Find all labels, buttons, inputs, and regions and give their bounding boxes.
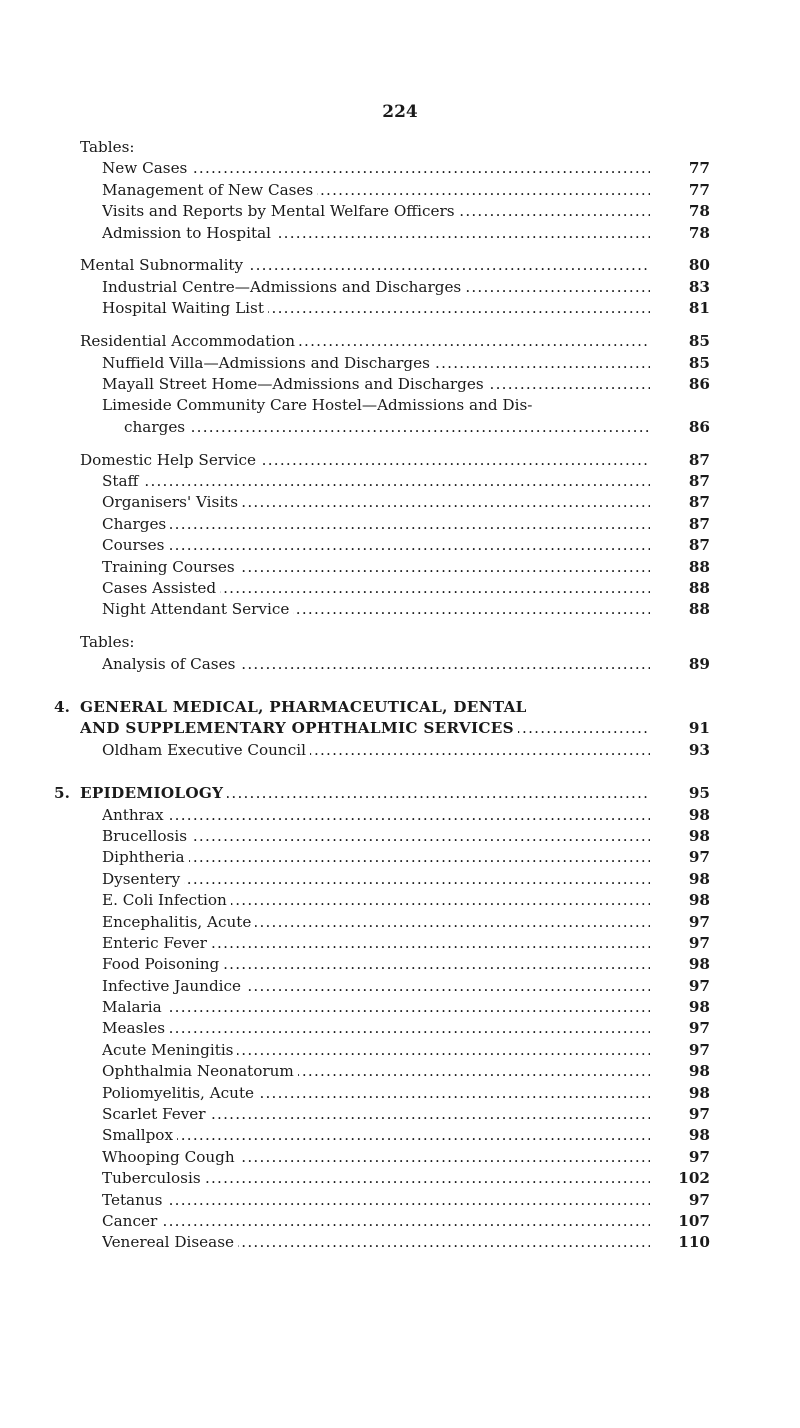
toc-entry: [80, 740, 710, 761]
toc-entry-page: 98: [688, 891, 710, 910]
toc-entry-label-line: [102, 535, 650, 556]
toc-entry: [80, 933, 710, 954]
toc-entry-label: New Cases: [102, 159, 191, 177]
toc-entry-page: 87: [688, 450, 710, 469]
toc-entry-label: Ophthalmia Neonatorum: [102, 1062, 298, 1080]
toc-entry-label-line: [80, 783, 650, 804]
toc-entry-label: Cases Assisted: [102, 579, 220, 597]
toc-entry: [80, 1190, 710, 1211]
toc-entry-page: 98: [688, 1083, 710, 1102]
toc-entry-page: 80: [688, 256, 710, 275]
toc-entry-label-line: [102, 1190, 650, 1211]
toc-entry-label-line: [80, 331, 650, 352]
toc-entry-label: Poliomyelitis, Acute: [102, 1084, 258, 1102]
toc-entry-page: 95: [688, 784, 710, 803]
toc-entry: [80, 578, 710, 599]
toc-entry-label-line: [80, 697, 650, 718]
toc-entry-label: Smallpox: [102, 1126, 177, 1144]
toc-entry-label: Night Attendant Service: [102, 600, 293, 618]
toc-entry: [80, 450, 710, 471]
toc-entry-label-line: [102, 298, 650, 319]
toc-entry-page: 83: [688, 277, 710, 296]
toc-entry-label-line: [124, 417, 650, 438]
toc-entry: [80, 535, 710, 556]
toc-entry-label: Enteric Fever: [102, 934, 211, 952]
toc-entry-label-line: [102, 740, 650, 761]
toc-entry-label: Training Courses: [102, 558, 239, 576]
toc-entry-label: Cancer: [102, 1212, 161, 1230]
toc-entry: [80, 654, 710, 675]
toc-entry-page: 98: [688, 826, 710, 845]
toc-entry-label: Limeside Community Care Hostel—Admissions and Dis-: [102, 396, 536, 414]
toc-entry-label-line: [80, 718, 650, 739]
toc-entry: [80, 1232, 710, 1253]
toc-entry: [54, 697, 710, 718]
toc-entry-page: 88: [688, 557, 710, 576]
toc-entry-label-line: [102, 826, 650, 847]
toc-entry: [80, 158, 710, 179]
toc-entry-page: 87: [688, 514, 710, 533]
toc-entry-label-line: [102, 599, 650, 620]
toc-entry-page: 93: [688, 740, 710, 759]
toc-entry: [80, 632, 710, 653]
toc-entry-label: E. Coli Infection: [102, 891, 231, 909]
toc-entry-label: Organisers' Visits: [102, 493, 242, 511]
toc-entry-page: 107: [678, 1211, 710, 1230]
toc-entry-page: 85: [688, 353, 710, 372]
toc-entry: [80, 1168, 710, 1189]
toc-entry: [80, 1211, 710, 1232]
toc-entry-label: Encephalitis, Acute: [102, 913, 255, 931]
toc-entry-label-line: [102, 374, 650, 395]
toc-entry-page: 89: [688, 654, 710, 673]
section-heading: AND SUPPLEMENTARY OPHTHALMIC SERVICES: [80, 719, 518, 737]
toc-entry-label-line: [102, 578, 650, 599]
toc-entry: [80, 1125, 710, 1146]
toc-entry: [80, 514, 710, 535]
toc-entry-page: 98: [688, 1062, 710, 1081]
toc-entry-page: 98: [688, 805, 710, 824]
toc-entry-page: 87: [688, 471, 710, 490]
toc-entry-label: Measles: [102, 1019, 169, 1037]
toc-entry-label: Tables:: [80, 138, 138, 156]
toc-entry-label-line: [102, 223, 650, 244]
toc-entry-page: 87: [688, 493, 710, 512]
toc-entry: [80, 912, 710, 933]
toc-entry: [80, 599, 710, 620]
toc-entry-label-line: [80, 632, 650, 653]
toc-entry: [80, 718, 710, 739]
toc-entry-label-line: [102, 805, 650, 826]
toc-entry-page: 97: [688, 1147, 710, 1166]
toc-entry-label: Scarlet Fever: [102, 1105, 210, 1123]
toc-entry: [80, 826, 710, 847]
toc-entry-label: Malaria: [102, 998, 166, 1016]
toc-entry-label-line: [102, 1125, 650, 1146]
toc-entry-page: 97: [688, 976, 710, 995]
toc-entry-label: Venereal Disease: [102, 1233, 238, 1251]
toc-entry-label: Admission to Hospital: [102, 224, 275, 242]
table-of-contents: [54, 137, 710, 1254]
toc-entry-label: Infective Jaundice: [102, 977, 245, 995]
toc-entry: [80, 255, 710, 276]
toc-entry: [80, 374, 710, 395]
toc-entry-label: Mental Subnormality: [80, 256, 247, 274]
toc-entry-label-line: [102, 1168, 650, 1189]
toc-entry-page: 97: [688, 1105, 710, 1124]
toc-entry-label: Domestic Help Service: [80, 451, 260, 469]
toc-entry-page: 110: [678, 1233, 710, 1252]
toc-entry-label: Dysentery: [102, 870, 184, 888]
toc-entry-page: 98: [688, 869, 710, 888]
section-number: 5.: [54, 784, 70, 803]
toc-entry-label-line: [102, 353, 650, 374]
toc-entry-label-line: [102, 933, 650, 954]
toc-entry-page: 81: [688, 299, 710, 318]
toc-entry-label: Oldham Executive Council: [102, 741, 310, 759]
toc-entry-page: 91: [688, 719, 710, 738]
toc-entry-label-line: [102, 912, 650, 933]
toc-entry-page: 97: [688, 933, 710, 952]
toc-entry: [80, 557, 710, 578]
toc-entry-label-line: [102, 847, 650, 868]
toc-entry-label: Anthrax: [102, 806, 168, 824]
toc-entry: [80, 1083, 710, 1104]
toc-entry-page: 97: [688, 1190, 710, 1209]
toc-entry-page: 98: [688, 998, 710, 1017]
toc-entry-label-line: [102, 1232, 650, 1253]
toc-entry-page: 97: [688, 912, 710, 931]
toc-entry-label: Food Poisoning: [102, 955, 223, 973]
toc-entry-label: Tetanus: [102, 1191, 166, 1209]
toc-entry-label-line: [102, 1147, 650, 1168]
toc-entry-page: 88: [688, 600, 710, 619]
toc-entry: [80, 890, 710, 911]
toc-entry-label-line: [102, 654, 650, 675]
toc-entry: [80, 180, 710, 201]
toc-entry: [80, 976, 710, 997]
toc-entry-label-line: [102, 1040, 650, 1061]
toc-entry-label-line: [102, 1211, 650, 1232]
toc-entry-label-line: [102, 201, 650, 222]
toc-entry-page: 86: [688, 417, 710, 436]
toc-entry-label: Residential Accommodation: [80, 332, 299, 350]
toc-entry-label-line: [102, 1083, 650, 1104]
toc-entry-label-line: [102, 514, 650, 535]
toc-entry-label-line: [102, 492, 650, 513]
toc-entry: [80, 805, 710, 826]
toc-entry-label: Nuffield Villa—Admissions and Discharges: [102, 354, 434, 372]
toc-entry-page: 77: [688, 180, 710, 199]
toc-entry: [80, 997, 710, 1018]
toc-entry-label-line: [102, 395, 650, 416]
toc-entry-label: Hospital Waiting List: [102, 299, 268, 317]
section-heading: GENERAL MEDICAL, PHARMACEUTICAL, DENTAL: [80, 698, 531, 716]
toc-entry: [54, 783, 710, 804]
toc-entry-page: 97: [688, 1040, 710, 1059]
toc-entry: [80, 471, 710, 492]
toc-entry-label-line: [102, 997, 650, 1018]
toc-entry: [80, 353, 710, 374]
toc-entry-label-line: [80, 255, 650, 276]
toc-entry-label: Whooping Cough: [102, 1148, 239, 1166]
toc-entry-page: 87: [688, 536, 710, 555]
toc-entry: [80, 492, 710, 513]
toc-entry-label: charges: [124, 418, 189, 436]
toc-entry-page: 85: [688, 332, 710, 351]
toc-entry: [80, 298, 710, 319]
toc-entry-label: Staff: [102, 472, 142, 490]
toc-entry-label-line: [102, 976, 650, 997]
toc-entry-label-line: [102, 557, 650, 578]
toc-entry-label: Mayall Street Home—Admissions and Discharges: [102, 375, 488, 393]
toc-entry: [80, 277, 710, 298]
toc-entry-label: Tables:: [80, 633, 138, 651]
toc-entry-label-line: [102, 1018, 650, 1039]
toc-entry: [80, 331, 710, 352]
toc-entry-page: 86: [688, 374, 710, 393]
toc-entry-label-line: [102, 890, 650, 911]
toc-entry: [80, 223, 710, 244]
toc-entry: [80, 1104, 710, 1125]
toc-entry: [80, 1018, 710, 1039]
toc-entry-page: 98: [688, 1126, 710, 1145]
toc-entry-label-line: [102, 277, 650, 298]
toc-entry-label-line: [102, 1104, 650, 1125]
toc-entry-label: Charges: [102, 515, 170, 533]
toc-entry: [80, 1147, 710, 1168]
toc-entry-label-line: [80, 137, 650, 158]
toc-entry-page: 98: [688, 955, 710, 974]
toc-entry-label: Analysis of Cases: [102, 655, 239, 673]
toc-entry: [80, 1040, 710, 1061]
toc-entry-label: Visits and Reports by Mental Welfare Officers: [102, 202, 459, 220]
toc-entry: [80, 417, 710, 438]
toc-entry-label-line: [102, 869, 650, 890]
toc-entry-page: 102: [678, 1169, 710, 1188]
toc-entry: [80, 1061, 710, 1082]
toc-entry: [80, 954, 710, 975]
section-number: 4.: [54, 697, 70, 716]
toc-entry-label: Diphtheria: [102, 848, 189, 866]
toc-entry-page: 88: [688, 578, 710, 597]
toc-entry-label: Management of New Cases: [102, 181, 317, 199]
toc-entry: [80, 201, 710, 222]
toc-entry-label: Brucellosis: [102, 827, 191, 845]
toc-entry: [80, 395, 710, 416]
toc-entry-page: 78: [688, 202, 710, 221]
toc-entry-label-line: [102, 180, 650, 201]
toc-entry-label-line: [102, 1061, 650, 1082]
toc-entry-label-line: [80, 450, 650, 471]
page-number: 224: [382, 102, 418, 122]
toc-entry-label-line: [102, 158, 650, 179]
toc-entry: [80, 137, 710, 158]
toc-entry-label: Industrial Centre—Admissions and Discharges: [102, 278, 465, 296]
toc-entry-page: 97: [688, 848, 710, 867]
section-heading: EPIDEMIOLOGY: [80, 784, 227, 802]
toc-entry-label: Tuberculosis: [102, 1169, 205, 1187]
toc-entry-page: 77: [688, 159, 710, 178]
toc-entry-label-line: [102, 471, 650, 492]
toc-entry-page: 97: [688, 1019, 710, 1038]
toc-entry-label: Courses: [102, 536, 168, 554]
toc-entry-label: Acute Meningitis: [102, 1041, 237, 1059]
toc-entry: [80, 869, 710, 890]
toc-entry-page: 78: [688, 223, 710, 242]
toc-entry-label-line: [102, 954, 650, 975]
toc-entry: [80, 847, 710, 868]
